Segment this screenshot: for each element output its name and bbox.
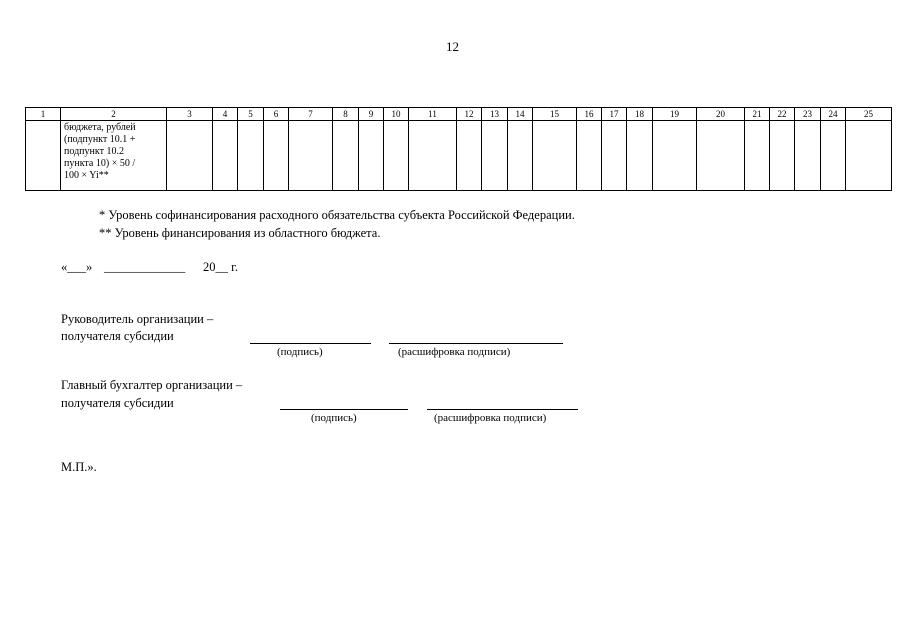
- col-header-15: 15: [533, 108, 577, 121]
- col-header-13: 13: [482, 108, 508, 121]
- col-header-9: 9: [359, 108, 384, 121]
- table-cell: [457, 121, 482, 191]
- accountant-title-line1: Главный бухгалтер организации –: [61, 378, 243, 392]
- cell-text-line: 100 × Yi**: [64, 170, 109, 181]
- accountant-title-line2: получателя субсидии: [61, 396, 174, 410]
- table-cell: [697, 121, 745, 191]
- table-cell: [821, 121, 846, 191]
- col-header-18: 18: [627, 108, 653, 121]
- col-header-19: 19: [653, 108, 697, 121]
- accountant-decoding-line: [427, 409, 578, 410]
- head-decoding-caption: (расшифровка подписи): [398, 346, 511, 358]
- table-cell: [508, 121, 533, 191]
- footnote-cofinancing: * Уровень софинансирования расходного обязательства субъекта Российской Федерации.: [99, 208, 575, 222]
- col-header-4: 4: [213, 108, 238, 121]
- date-day: «___»: [61, 260, 93, 274]
- col-header-7: 7: [289, 108, 333, 121]
- head-decoding-line: [389, 343, 563, 344]
- date-month: _____________: [104, 260, 186, 274]
- col-header-16: 16: [577, 108, 602, 121]
- table-cell: [409, 121, 457, 191]
- col-header-11: 11: [409, 108, 457, 121]
- table-cell: [533, 121, 577, 191]
- cell-text-line: пункта 10) × 50 /: [64, 158, 136, 169]
- stamp-place: М.П.».: [61, 460, 97, 474]
- table-cell: [770, 121, 795, 191]
- head-signature-line: [250, 343, 371, 344]
- table-header-row: [26, 108, 892, 121]
- page-number: 12: [446, 39, 459, 54]
- col-header-22: 22: [770, 108, 795, 121]
- head-title-line2: получателя субсидии: [61, 329, 174, 343]
- accountant-signature-caption: (подпись): [311, 412, 357, 424]
- table-cell: [289, 121, 333, 191]
- col-header-3: 3: [167, 108, 213, 121]
- table-cell: [577, 121, 602, 191]
- col-header-25: 25: [846, 108, 892, 121]
- table-cell: [26, 121, 61, 191]
- table-cell: [359, 121, 384, 191]
- footnote-regional-funding: ** Уровень финансирования из областного бюджета.: [99, 226, 381, 240]
- col-header-23: 23: [795, 108, 821, 121]
- date-year: 20__ г.: [203, 260, 238, 274]
- table-cell: [846, 121, 892, 191]
- col-header-20: 20: [697, 108, 745, 121]
- col-header-6: 6: [264, 108, 289, 121]
- col-header-8: 8: [333, 108, 359, 121]
- col-header-17: 17: [602, 108, 627, 121]
- table-cell: [213, 121, 238, 191]
- col-header-1: 1: [26, 108, 61, 121]
- budget-table: [25, 107, 892, 191]
- col-header-5: 5: [238, 108, 264, 121]
- table-cell: [238, 121, 264, 191]
- col-header-14: 14: [508, 108, 533, 121]
- table-cell: [384, 121, 409, 191]
- table-cell: [745, 121, 770, 191]
- col-header-12: 12: [457, 108, 482, 121]
- table-cell: [602, 121, 627, 191]
- table-cell: [795, 121, 821, 191]
- col-header-10: 10: [384, 108, 409, 121]
- table-cell: [167, 121, 213, 191]
- table-cell: [333, 121, 359, 191]
- col-header-21: 21: [745, 108, 770, 121]
- table-cell-description: [61, 121, 167, 191]
- head-signature-caption: (подпись): [277, 346, 323, 358]
- cell-text-line: (подпункт 10.1 +: [64, 134, 136, 145]
- table-cell: [482, 121, 508, 191]
- col-header-24: 24: [821, 108, 846, 121]
- table-row: [26, 121, 892, 191]
- cell-text-line: подпункт 10.2: [64, 146, 124, 157]
- table-cell: [264, 121, 289, 191]
- cell-text-line: бюджета, рублей: [64, 122, 136, 133]
- table-cell: [653, 121, 697, 191]
- accountant-decoding-caption: (расшифровка подписи): [434, 412, 547, 424]
- head-title-line1: Руководитель организации –: [61, 312, 214, 326]
- col-header-2: 2: [61, 108, 167, 121]
- table-cell: [627, 121, 653, 191]
- accountant-signature-line: [280, 409, 408, 410]
